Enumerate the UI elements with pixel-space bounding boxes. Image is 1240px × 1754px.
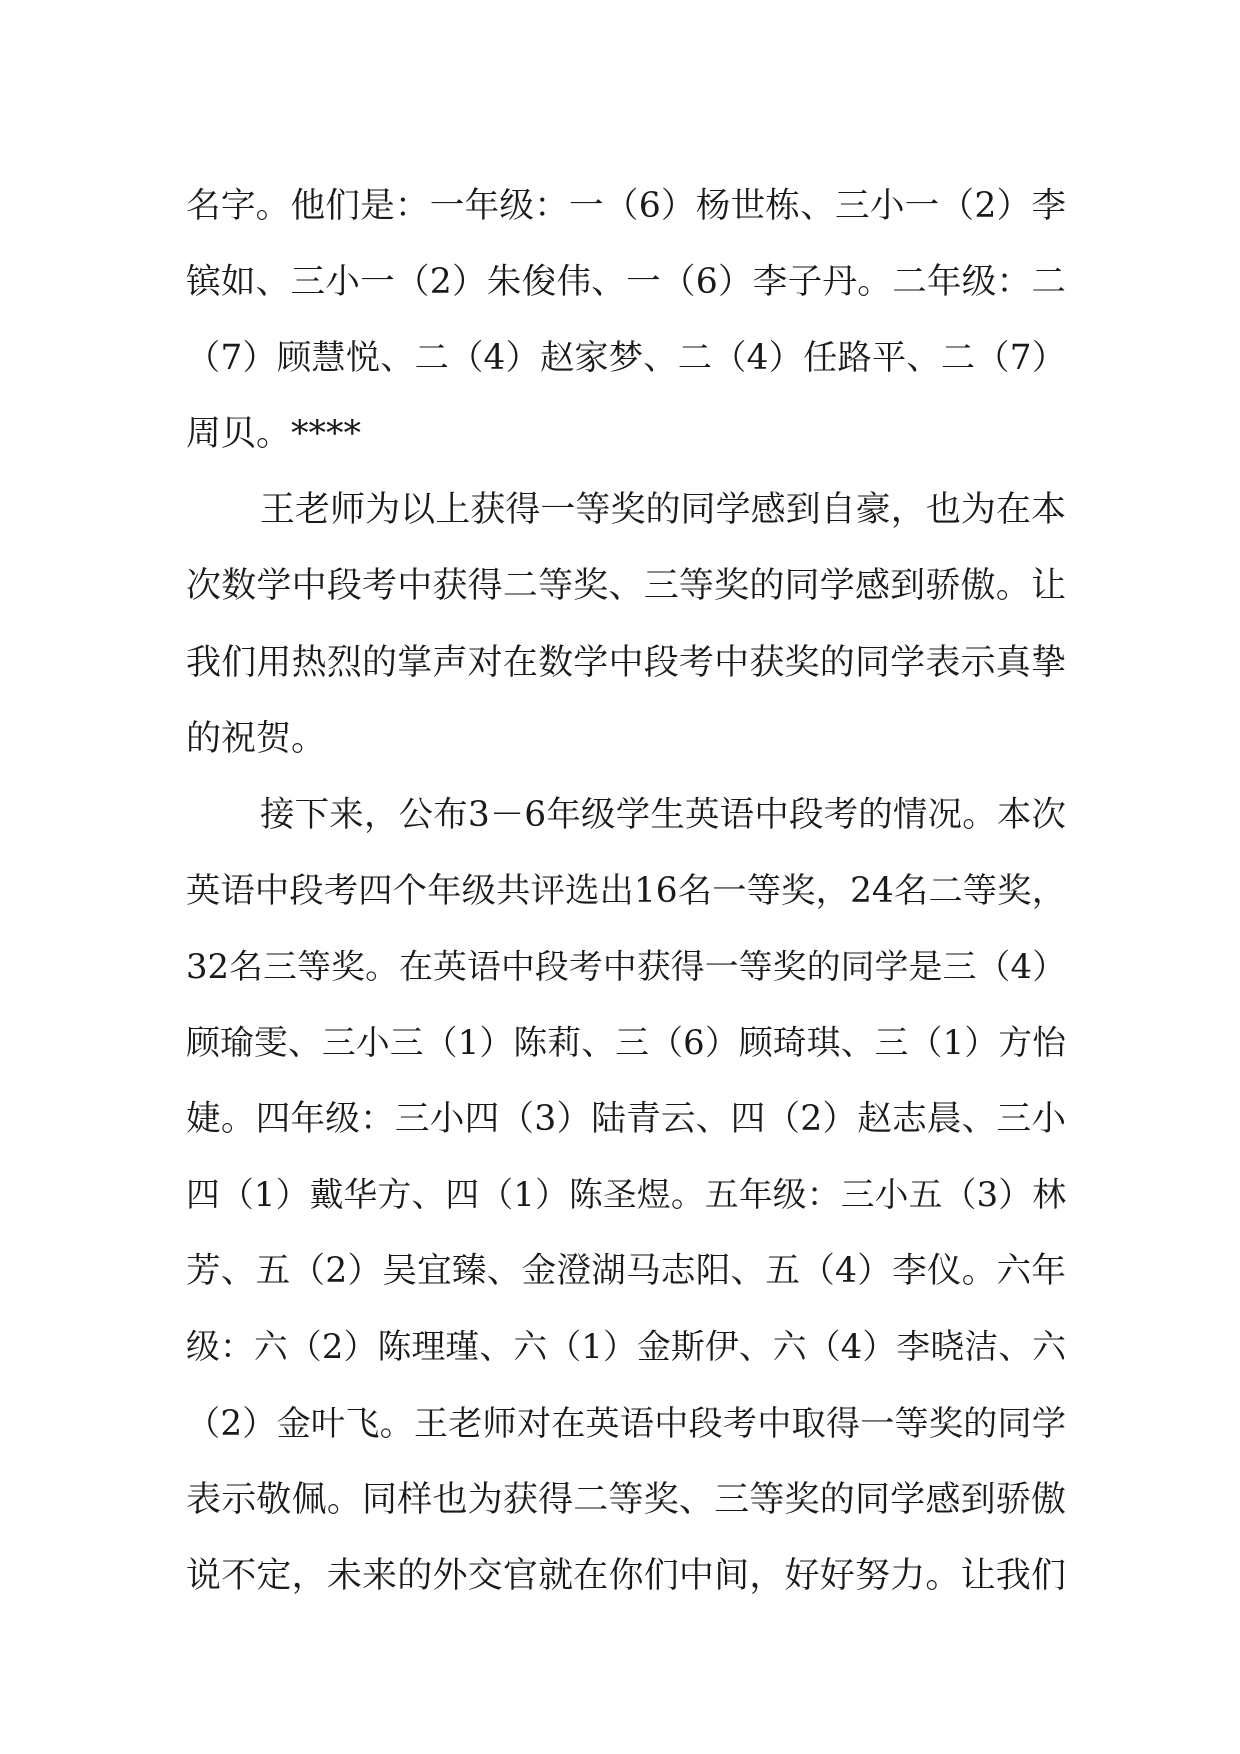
text-line: 芳、五（2）吴宜臻、金澄湖马志阳、五（4）李仪。六年 xyxy=(186,1251,1066,1292)
text-line: 我们用热烈的掌声对在数学中段考中获奖的同学表示真挚 xyxy=(186,642,1066,683)
text-line: 级：六（2）陈理瑾、六（1）金斯伊、六（4）李晓洁、六 xyxy=(186,1327,1066,1367)
text-line: 婕。四年级：三小四（3）陆青云、四（2）赵志晨、三小 xyxy=(186,1099,1066,1140)
paragraph-first-line: 接下来，公布3－6年级学生英语中段考的情况。本次 xyxy=(260,794,1066,835)
text-line: 32名三等奖。在英语中段考中获得一等奖的同学是三（4） xyxy=(186,946,1066,986)
text-line: 的祝贺。 xyxy=(186,718,327,759)
text-line: 名字。他们是：一年级：一（6）杨世栋、三小一（2）李 xyxy=(186,186,1066,226)
text-line: 镔如、三小一（2）朱俊伟、一（6）李子丹。二年级：二 xyxy=(186,262,1066,303)
text-line: 顾瑜雯、三小三（1）陈莉、三（6）顾琦琪、三（1）方怡 xyxy=(186,1023,1066,1063)
body-text xyxy=(186,168,1066,1614)
paragraph-first-line: 王老师为以上获得一等奖的同学感到自豪，也为在本 xyxy=(260,490,1066,531)
text-line: （7）顾慧悦、二（4）赵家梦、二（4）任路平、二（7） xyxy=(186,338,1066,379)
text-line: 英语中段考四个年级共评选出16名一等奖，24名二等奖， xyxy=(186,870,1066,911)
text-line: 说不定，未来的外交官就在你们中间，好好努力。让我们 xyxy=(186,1555,1066,1596)
text-line: 周贝。**** xyxy=(186,414,362,455)
text-line: 四（1）戴华方、四（1）陈圣煜。五年级：三小五（3）林 xyxy=(186,1175,1066,1215)
text-line: 次数学中段考中获得二等奖、三等奖的同学感到骄傲。让 xyxy=(186,566,1066,607)
text-line: （2）金叶飞。王老师对在英语中段考中取得一等奖的同学 xyxy=(186,1403,1066,1444)
text-line: 表示敬佩。同样也为获得二等奖、三等奖的同学感到骄傲 xyxy=(186,1479,1066,1520)
